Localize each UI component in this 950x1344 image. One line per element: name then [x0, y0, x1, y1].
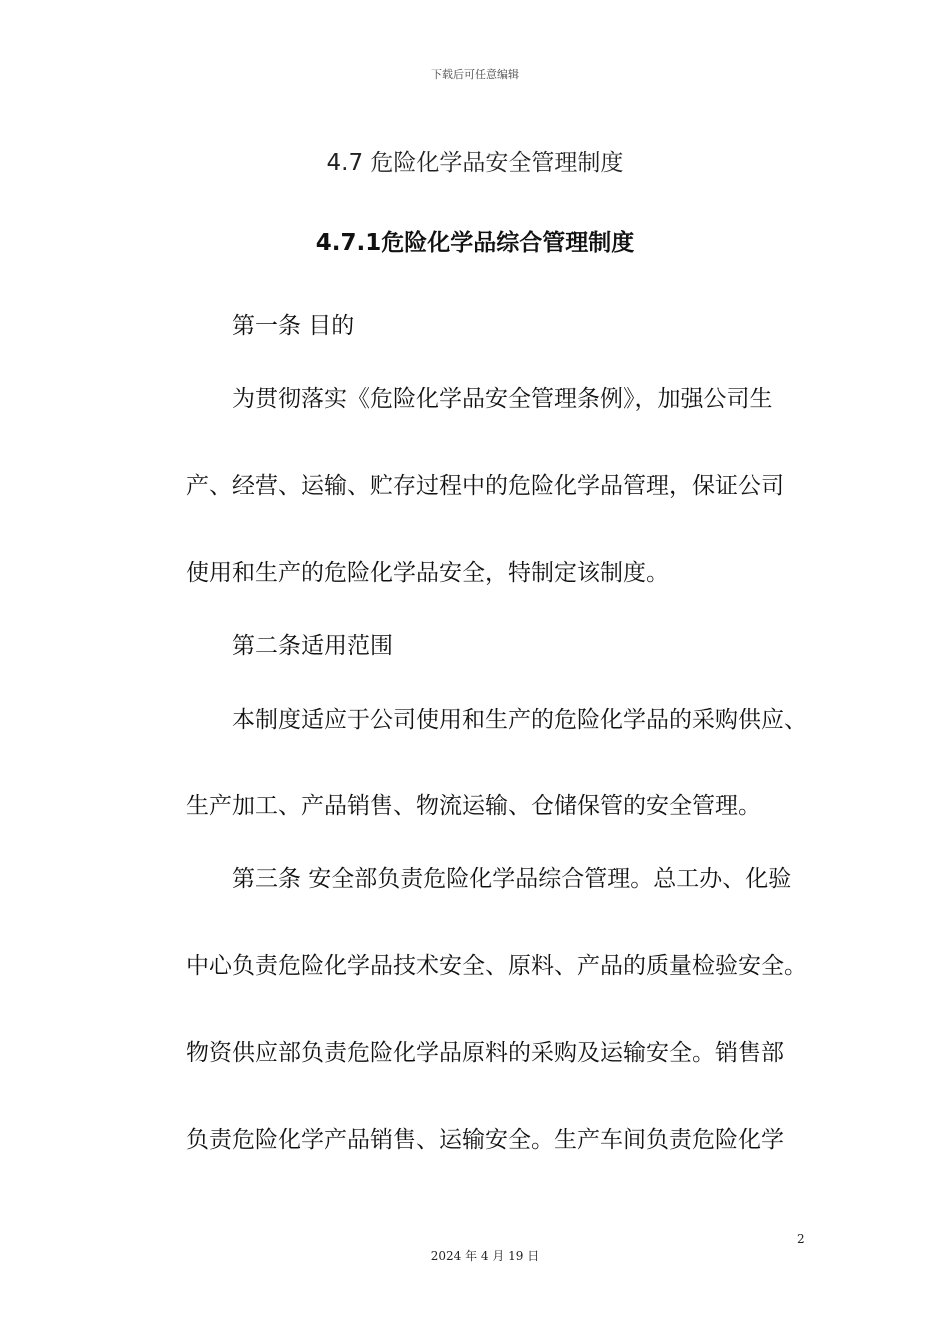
article-2-heading: 第二条适用范围 [232, 633, 393, 659]
article-3-line: 第三条 安全部负责危险化学品综合管理。总工办、化验 [232, 866, 792, 892]
footer-date: 2024 年 4 月 19 日 [430, 1249, 540, 1263]
paragraph-line: 物资供应部负责危险化学品原料的采购及运输安全。销售部 [186, 1040, 784, 1066]
paragraph-line: 产、经营、运输、贮存过程中的危险化学品管理，保证公司 [186, 473, 784, 499]
document-title: 4.7 危险化学品安全管理制度 [326, 150, 624, 176]
article-1-heading: 第一条 目的 [232, 313, 355, 339]
paragraph-line: 使用和生产的危险化学品安全，特制定该制度。 [186, 560, 669, 586]
paragraph-line: 为贯彻落实《危险化学品安全管理条例》，加强公司生 [232, 386, 773, 412]
paragraph-line: 本制度适应于公司使用和生产的危险化学品的采购供应、 [232, 707, 807, 733]
paragraph-line: 生产加工、产品销售、物流运输、仓储保管的安全管理。 [186, 793, 761, 819]
section-title: 4.7.1危险化学品综合管理制度 [315, 230, 635, 256]
paragraph-line: 负责危险化学产品销售、运输安全。生产车间负责危险化学 [186, 1127, 784, 1153]
paragraph-line: 中心负责危险化学品技术安全、原料、产品的质量检验安全。 [186, 953, 807, 979]
page-number: 2 [797, 1232, 805, 1246]
header-note: 下载后可任意编辑 [431, 68, 519, 81]
